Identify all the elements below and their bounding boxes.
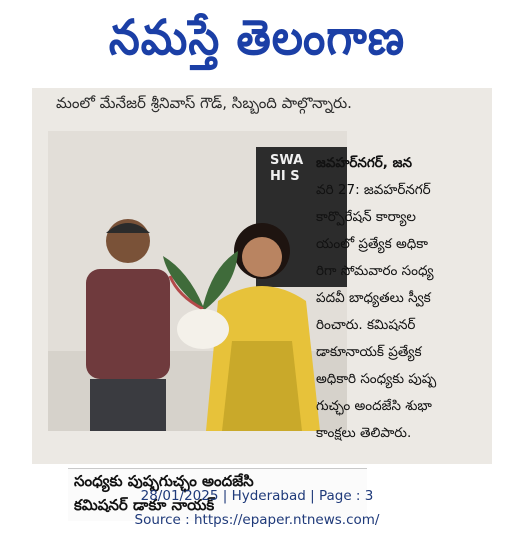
banner-line-2: HI S [270, 169, 300, 184]
article-line: రిగా సోమవారం సంధ్య [316, 263, 434, 279]
caption-line-2: కమిషనర్ డాకూ నాయక్ [74, 496, 215, 514]
article-line: జవహర్‌నగర్, జన [316, 155, 412, 171]
article-line: యంలో ప్రత్యేక అధికా [316, 236, 428, 252]
caption-line-1: సంధ్యకు పుష్పగుచ్ఛం అందజేసి [74, 472, 254, 490]
article-line: కాంక్షలు తెలిపారు. [316, 425, 412, 441]
article-body [316, 150, 492, 447]
article-line: రించారు. కమిషనర్ [316, 317, 416, 333]
source-url[interactable]: Source : https://epaper.ntnews.com/ [134, 512, 380, 528]
article-line: అధికారి సంధ్యకు పుష్ప [316, 371, 437, 387]
edition-info: 28/01/2025 | Hyderabad | Page : 3 [140, 488, 374, 504]
news-photo [48, 131, 347, 431]
article-line: వరి 27: జవహర్‌నగర్ [316, 182, 431, 198]
article-line: కార్పొరేషన్ కార్యాల [316, 209, 416, 225]
previous-article-fragment [32, 88, 492, 128]
masthead-title: నమస్తే తెలంగాణ [108, 9, 406, 66]
article-line: గుచ్ఛం అందజేసి శుభా [316, 398, 432, 414]
source-footer [0, 484, 514, 532]
newspaper-masthead [0, 0, 514, 88]
potted-plant-figure [158, 251, 248, 351]
article-line: డాకూనాయక్ ప్రత్యేక [316, 344, 422, 360]
fragment-text: మంలో మేనేజర్ శ్రీనివాస్ గౌడ్, సిబ్బంది పాల్గొన్నారు. [56, 94, 352, 112]
article-line: పదవీ బాధ్యతలు స్వీక [316, 290, 431, 306]
banner-line-1: SWA [270, 153, 304, 168]
